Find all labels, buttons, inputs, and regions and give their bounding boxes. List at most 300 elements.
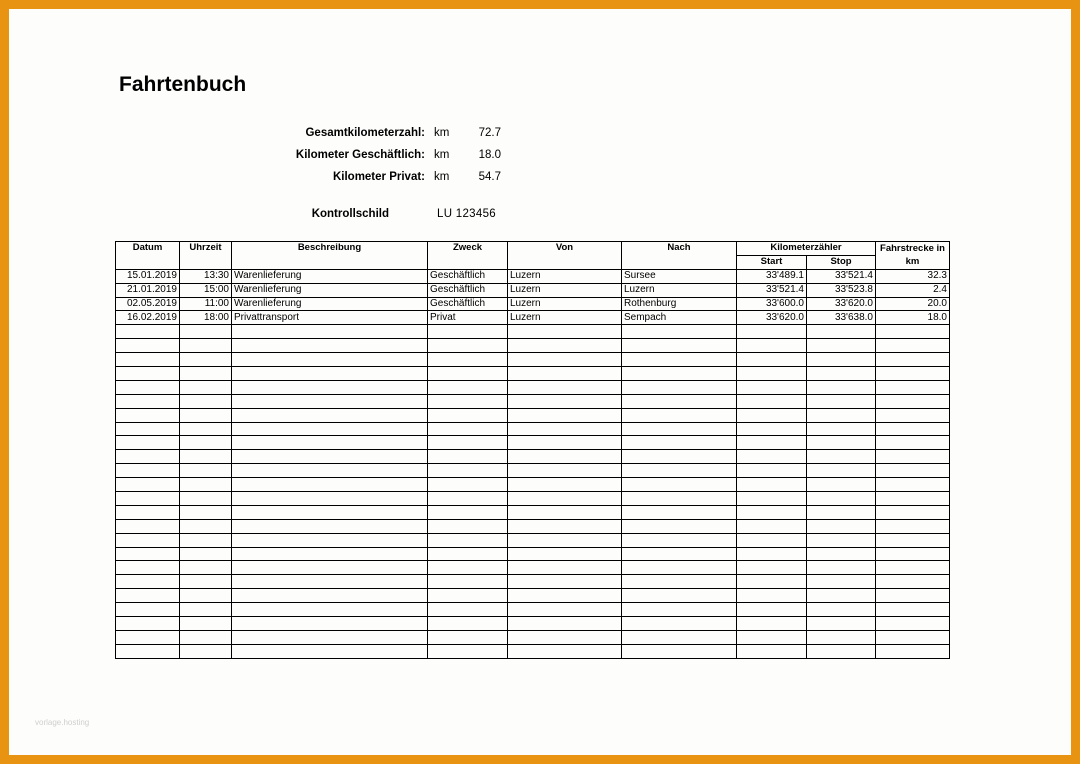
watermark: vorlage.hosting bbox=[35, 718, 90, 727]
cell-von: Luzern bbox=[508, 311, 622, 325]
table-cell-empty bbox=[508, 492, 622, 506]
col-header-stop: Stop bbox=[807, 255, 876, 269]
table-cell-empty bbox=[876, 617, 950, 631]
table-cell-empty bbox=[232, 519, 428, 533]
cell-km-stop: 33'638.0 bbox=[807, 311, 876, 325]
col-header-beschreibung: Beschreibung bbox=[232, 242, 428, 270]
table-cell-empty bbox=[737, 505, 807, 519]
cell-beschreibung: Warenlieferung bbox=[232, 297, 428, 311]
table-cell-empty bbox=[428, 561, 508, 575]
table-cell-empty bbox=[622, 408, 737, 422]
table-cell-empty bbox=[876, 519, 950, 533]
table-cell-empty bbox=[737, 575, 807, 589]
table-cell-empty bbox=[116, 617, 180, 631]
table-cell-empty bbox=[428, 603, 508, 617]
table-row-empty bbox=[116, 325, 950, 339]
table-row-empty bbox=[116, 492, 950, 506]
col-header-uhrzeit: Uhrzeit bbox=[180, 242, 232, 270]
table-cell-empty bbox=[428, 339, 508, 353]
table-cell-empty bbox=[116, 478, 180, 492]
table-cell-empty bbox=[876, 422, 950, 436]
page-title: Fahrtenbuch bbox=[119, 73, 247, 96]
cell-km-start: 33'489.1 bbox=[737, 269, 807, 283]
table-cell-empty bbox=[180, 325, 232, 339]
table-cell-empty bbox=[232, 367, 428, 381]
plate-value: LU 123456 bbox=[437, 208, 496, 220]
table-cell-empty bbox=[428, 422, 508, 436]
table-cell-empty bbox=[737, 394, 807, 408]
table-cell-empty bbox=[807, 603, 876, 617]
cell-von: Luzern bbox=[508, 297, 622, 311]
table-cell-empty bbox=[737, 492, 807, 506]
summary-unit: km bbox=[434, 171, 450, 183]
table-row-empty bbox=[116, 380, 950, 394]
table-cell-empty bbox=[232, 436, 428, 450]
table-cell-empty bbox=[622, 492, 737, 506]
cell-fahrstrecke: 18.0 bbox=[876, 311, 950, 325]
table-cell-empty bbox=[180, 380, 232, 394]
table-row-empty bbox=[116, 394, 950, 408]
table-cell-empty bbox=[180, 547, 232, 561]
table-cell-empty bbox=[807, 644, 876, 658]
summary-unit: km bbox=[434, 127, 450, 139]
table-cell-empty bbox=[622, 519, 737, 533]
table-cell-empty bbox=[116, 505, 180, 519]
table-cell-empty bbox=[876, 547, 950, 561]
table-cell-empty bbox=[807, 547, 876, 561]
table-cell-empty bbox=[232, 575, 428, 589]
table-cell-empty bbox=[807, 505, 876, 519]
table-cell-empty bbox=[876, 367, 950, 381]
table-cell-empty bbox=[622, 422, 737, 436]
page bbox=[9, 9, 1071, 755]
cell-zweck: Geschäftlich bbox=[428, 297, 508, 311]
cell-von: Luzern bbox=[508, 283, 622, 297]
table-row-empty bbox=[116, 505, 950, 519]
table-cell-empty bbox=[807, 394, 876, 408]
table-cell-empty bbox=[232, 450, 428, 464]
table-cell-empty bbox=[807, 533, 876, 547]
table-cell-empty bbox=[807, 422, 876, 436]
cell-nach: Luzern bbox=[622, 283, 737, 297]
table-cell-empty bbox=[508, 436, 622, 450]
table-cell-empty bbox=[876, 630, 950, 644]
table-cell-empty bbox=[737, 589, 807, 603]
table-cell-empty bbox=[180, 436, 232, 450]
table-cell-empty bbox=[116, 603, 180, 617]
table-cell-empty bbox=[428, 492, 508, 506]
table-cell-empty bbox=[876, 408, 950, 422]
table-cell-empty bbox=[876, 464, 950, 478]
summary-value: 72.7 bbox=[478, 127, 501, 139]
cell-fahrstrecke: 32.3 bbox=[876, 269, 950, 283]
summary-private bbox=[9, 171, 609, 187]
table-cell-empty bbox=[232, 325, 428, 339]
table-cell-empty bbox=[622, 339, 737, 353]
table-cell-empty bbox=[428, 533, 508, 547]
table-cell-empty bbox=[180, 575, 232, 589]
table-cell-empty bbox=[807, 464, 876, 478]
table-cell-empty bbox=[180, 561, 232, 575]
table-cell-empty bbox=[622, 603, 737, 617]
table-cell-empty bbox=[232, 547, 428, 561]
table-cell-empty bbox=[876, 394, 950, 408]
table-cell-empty bbox=[428, 436, 508, 450]
table-cell-empty bbox=[737, 380, 807, 394]
cell-zweck: Privat bbox=[428, 311, 508, 325]
table-cell-empty bbox=[508, 589, 622, 603]
table-cell-empty bbox=[232, 505, 428, 519]
table-cell-empty bbox=[876, 436, 950, 450]
table-cell-empty bbox=[508, 603, 622, 617]
cell-nach: Sursee bbox=[622, 269, 737, 283]
table-cell-empty bbox=[180, 408, 232, 422]
table-cell-empty bbox=[428, 644, 508, 658]
table-cell-empty bbox=[807, 589, 876, 603]
table-cell-empty bbox=[876, 450, 950, 464]
table-row bbox=[116, 283, 950, 297]
table-cell-empty bbox=[876, 589, 950, 603]
cell-km-start: 33'600.0 bbox=[737, 297, 807, 311]
table-cell-empty bbox=[428, 617, 508, 631]
table-cell-empty bbox=[737, 561, 807, 575]
table-cell-empty bbox=[180, 492, 232, 506]
cell-fahrstrecke: 20.0 bbox=[876, 297, 950, 311]
table-cell-empty bbox=[428, 575, 508, 589]
table-cell-empty bbox=[622, 353, 737, 367]
table-cell-empty bbox=[508, 353, 622, 367]
table-cell-empty bbox=[737, 353, 807, 367]
logbook-body bbox=[116, 269, 950, 658]
summary-business bbox=[9, 149, 609, 165]
summary-value: 54.7 bbox=[478, 171, 501, 183]
cell-km-start: 33'620.0 bbox=[737, 311, 807, 325]
table-row-empty bbox=[116, 339, 950, 353]
table-cell-empty bbox=[232, 644, 428, 658]
table-cell-empty bbox=[116, 589, 180, 603]
table-cell-empty bbox=[737, 630, 807, 644]
table-cell-empty bbox=[508, 561, 622, 575]
cell-von: Luzern bbox=[508, 269, 622, 283]
table-cell-empty bbox=[180, 367, 232, 381]
cell-datum: 16.02.2019 bbox=[116, 311, 180, 325]
col-header-fahrstrecke: Fahrstrecke in km bbox=[876, 242, 950, 270]
table-cell-empty bbox=[116, 575, 180, 589]
table-cell-empty bbox=[622, 436, 737, 450]
table-cell-empty bbox=[508, 422, 622, 436]
table-row-empty bbox=[116, 450, 950, 464]
table-cell-empty bbox=[180, 519, 232, 533]
table-cell-empty bbox=[876, 505, 950, 519]
table-cell-empty bbox=[807, 630, 876, 644]
table-cell-empty bbox=[622, 380, 737, 394]
table-cell-empty bbox=[116, 422, 180, 436]
table-cell-empty bbox=[180, 644, 232, 658]
table-cell-empty bbox=[232, 380, 428, 394]
table-cell-empty bbox=[116, 353, 180, 367]
table-cell-empty bbox=[807, 408, 876, 422]
table-cell-empty bbox=[232, 617, 428, 631]
table-cell-empty bbox=[737, 367, 807, 381]
table-cell-empty bbox=[508, 367, 622, 381]
table-cell-empty bbox=[232, 630, 428, 644]
table-row bbox=[116, 269, 950, 283]
table-row-empty bbox=[116, 533, 950, 547]
table-cell-empty bbox=[232, 464, 428, 478]
table-row-empty bbox=[116, 561, 950, 575]
cell-datum: 02.05.2019 bbox=[116, 297, 180, 311]
table-cell-empty bbox=[116, 547, 180, 561]
table-cell-empty bbox=[428, 380, 508, 394]
table-cell-empty bbox=[116, 492, 180, 506]
table-cell-empty bbox=[508, 505, 622, 519]
table-cell-empty bbox=[232, 353, 428, 367]
cell-datum: 15.01.2019 bbox=[116, 269, 180, 283]
table-cell-empty bbox=[180, 339, 232, 353]
table-cell-empty bbox=[876, 644, 950, 658]
summary-total bbox=[9, 127, 609, 143]
table-cell-empty bbox=[232, 533, 428, 547]
table-cell-empty bbox=[508, 644, 622, 658]
table-cell-empty bbox=[508, 630, 622, 644]
table-cell-empty bbox=[116, 339, 180, 353]
cell-nach: Rothenburg bbox=[622, 297, 737, 311]
table-cell-empty bbox=[807, 339, 876, 353]
summary-label: Kilometer Geschäftlich: bbox=[295, 149, 425, 161]
table-row-empty bbox=[116, 478, 950, 492]
cell-fahrstrecke: 2.4 bbox=[876, 283, 950, 297]
table-cell-empty bbox=[116, 630, 180, 644]
table-row-empty bbox=[116, 603, 950, 617]
cell-km-stop: 33'523.8 bbox=[807, 283, 876, 297]
table-row-empty bbox=[116, 353, 950, 367]
table-cell-empty bbox=[622, 450, 737, 464]
table-cell-empty bbox=[508, 575, 622, 589]
table-cell-empty bbox=[876, 533, 950, 547]
cell-km-stop: 33'521.4 bbox=[807, 269, 876, 283]
logbook-table bbox=[115, 241, 950, 659]
table-row-empty bbox=[116, 422, 950, 436]
table-cell-empty bbox=[508, 519, 622, 533]
table-cell-empty bbox=[180, 353, 232, 367]
cell-beschreibung: Warenlieferung bbox=[232, 283, 428, 297]
summary-label: Gesamtkilometerzahl: bbox=[305, 127, 425, 139]
table-cell-empty bbox=[737, 464, 807, 478]
table-cell-empty bbox=[508, 450, 622, 464]
cell-uhrzeit: 15:00 bbox=[180, 283, 232, 297]
table-cell-empty bbox=[428, 408, 508, 422]
table-cell-empty bbox=[876, 325, 950, 339]
table-row-empty bbox=[116, 464, 950, 478]
table-cell-empty bbox=[807, 325, 876, 339]
table-row-empty bbox=[116, 547, 950, 561]
cell-km-start: 33'521.4 bbox=[737, 283, 807, 297]
table-cell-empty bbox=[508, 325, 622, 339]
table-cell-empty bbox=[232, 339, 428, 353]
col-header-von: Von bbox=[508, 242, 622, 270]
table-cell-empty bbox=[737, 450, 807, 464]
summary-value: 18.0 bbox=[478, 149, 501, 161]
table-cell-empty bbox=[428, 353, 508, 367]
table-cell-empty bbox=[180, 450, 232, 464]
table-cell-empty bbox=[807, 561, 876, 575]
table-cell-empty bbox=[737, 339, 807, 353]
table-cell-empty bbox=[428, 589, 508, 603]
table-cell-empty bbox=[180, 630, 232, 644]
table-row-empty bbox=[116, 436, 950, 450]
table-cell-empty bbox=[807, 353, 876, 367]
table-cell-empty bbox=[428, 367, 508, 381]
table-cell-empty bbox=[876, 339, 950, 353]
cell-uhrzeit: 13:30 bbox=[180, 269, 232, 283]
table-cell-empty bbox=[180, 422, 232, 436]
table-cell-empty bbox=[232, 422, 428, 436]
table-cell-empty bbox=[428, 630, 508, 644]
table-cell-empty bbox=[508, 533, 622, 547]
table-cell-empty bbox=[622, 589, 737, 603]
table-row-empty bbox=[116, 367, 950, 381]
table-cell-empty bbox=[622, 547, 737, 561]
table-cell-empty bbox=[116, 367, 180, 381]
table-cell-empty bbox=[807, 367, 876, 381]
table-cell-empty bbox=[737, 436, 807, 450]
table-cell-empty bbox=[737, 408, 807, 422]
table-cell-empty bbox=[622, 644, 737, 658]
summary-unit: km bbox=[434, 149, 450, 161]
table-cell-empty bbox=[508, 380, 622, 394]
table-cell-empty bbox=[508, 394, 622, 408]
table-cell-empty bbox=[428, 450, 508, 464]
table-cell-empty bbox=[508, 478, 622, 492]
table-row-empty bbox=[116, 617, 950, 631]
table-cell-empty bbox=[180, 478, 232, 492]
table-row-empty bbox=[116, 589, 950, 603]
table-cell-empty bbox=[116, 519, 180, 533]
table-cell-empty bbox=[232, 561, 428, 575]
table-cell-empty bbox=[428, 547, 508, 561]
table-cell-empty bbox=[622, 561, 737, 575]
table-cell-empty bbox=[116, 450, 180, 464]
table-cell-empty bbox=[622, 464, 737, 478]
table-cell-empty bbox=[180, 617, 232, 631]
table-cell-empty bbox=[737, 533, 807, 547]
col-header-km-zaehler: Kilometerzähler bbox=[737, 242, 876, 256]
table-cell-empty bbox=[180, 394, 232, 408]
table-cell-empty bbox=[807, 478, 876, 492]
table-row bbox=[116, 297, 950, 311]
table-cell-empty bbox=[180, 603, 232, 617]
col-header-start: Start bbox=[737, 255, 807, 269]
table-cell-empty bbox=[116, 380, 180, 394]
table-cell-empty bbox=[737, 519, 807, 533]
table-cell-empty bbox=[180, 505, 232, 519]
table-cell-empty bbox=[807, 575, 876, 589]
table-row-empty bbox=[116, 519, 950, 533]
cell-beschreibung: Privattransport bbox=[232, 311, 428, 325]
table-cell-empty bbox=[428, 519, 508, 533]
cell-nach: Sempach bbox=[622, 311, 737, 325]
table-cell-empty bbox=[807, 617, 876, 631]
table-cell-empty bbox=[807, 436, 876, 450]
table-cell-empty bbox=[807, 380, 876, 394]
table-cell-empty bbox=[876, 603, 950, 617]
table-cell-empty bbox=[232, 394, 428, 408]
summary-label: Kilometer Privat: bbox=[332, 171, 425, 183]
table-cell-empty bbox=[116, 408, 180, 422]
table-cell-empty bbox=[428, 394, 508, 408]
table-cell-empty bbox=[428, 325, 508, 339]
table-cell-empty bbox=[232, 492, 428, 506]
table-cell-empty bbox=[508, 464, 622, 478]
table-cell-empty bbox=[622, 505, 737, 519]
table-cell-empty bbox=[180, 533, 232, 547]
cell-datum: 21.01.2019 bbox=[116, 283, 180, 297]
table-cell-empty bbox=[116, 464, 180, 478]
table-cell-empty bbox=[428, 478, 508, 492]
table-cell-empty bbox=[232, 408, 428, 422]
table-cell-empty bbox=[807, 450, 876, 464]
table-cell-empty bbox=[180, 589, 232, 603]
table-cell-empty bbox=[876, 561, 950, 575]
table-cell-empty bbox=[232, 589, 428, 603]
table-cell-empty bbox=[508, 617, 622, 631]
table-row-empty bbox=[116, 630, 950, 644]
table-row-empty bbox=[116, 575, 950, 589]
table-cell-empty bbox=[116, 644, 180, 658]
plate-label: Kontrollschild bbox=[311, 208, 389, 220]
table-cell-empty bbox=[737, 644, 807, 658]
col-header-zweck: Zweck bbox=[428, 242, 508, 270]
cell-zweck: Geschäftlich bbox=[428, 269, 508, 283]
table-cell-empty bbox=[807, 519, 876, 533]
table-cell-empty bbox=[116, 533, 180, 547]
table-cell-empty bbox=[116, 561, 180, 575]
table-cell-empty bbox=[737, 422, 807, 436]
table-cell-empty bbox=[622, 394, 737, 408]
table-row-empty bbox=[116, 408, 950, 422]
table-cell-empty bbox=[508, 547, 622, 561]
table-cell-empty bbox=[116, 325, 180, 339]
table-cell-empty bbox=[622, 630, 737, 644]
cell-uhrzeit: 18:00 bbox=[180, 311, 232, 325]
cell-km-stop: 33'620.0 bbox=[807, 297, 876, 311]
table-cell-empty bbox=[428, 464, 508, 478]
col-header-nach: Nach bbox=[622, 242, 737, 270]
table-cell-empty bbox=[622, 325, 737, 339]
table-cell-empty bbox=[876, 478, 950, 492]
table-cell-empty bbox=[508, 339, 622, 353]
table-cell-empty bbox=[622, 575, 737, 589]
table-cell-empty bbox=[737, 603, 807, 617]
table-cell-empty bbox=[737, 325, 807, 339]
table-cell-empty bbox=[428, 505, 508, 519]
cell-zweck: Geschäftlich bbox=[428, 283, 508, 297]
table-cell-empty bbox=[622, 533, 737, 547]
table-cell-empty bbox=[876, 492, 950, 506]
table-cell-empty bbox=[180, 464, 232, 478]
cell-uhrzeit: 11:00 bbox=[180, 297, 232, 311]
cell-beschreibung: Warenlieferung bbox=[232, 269, 428, 283]
table-cell-empty bbox=[807, 492, 876, 506]
table-cell-empty bbox=[876, 575, 950, 589]
table-cell-empty bbox=[622, 478, 737, 492]
table-row bbox=[116, 311, 950, 325]
table-cell-empty bbox=[876, 380, 950, 394]
table-cell-empty bbox=[737, 617, 807, 631]
table-cell-empty bbox=[116, 394, 180, 408]
table-cell-empty bbox=[737, 547, 807, 561]
table-cell-empty bbox=[737, 478, 807, 492]
